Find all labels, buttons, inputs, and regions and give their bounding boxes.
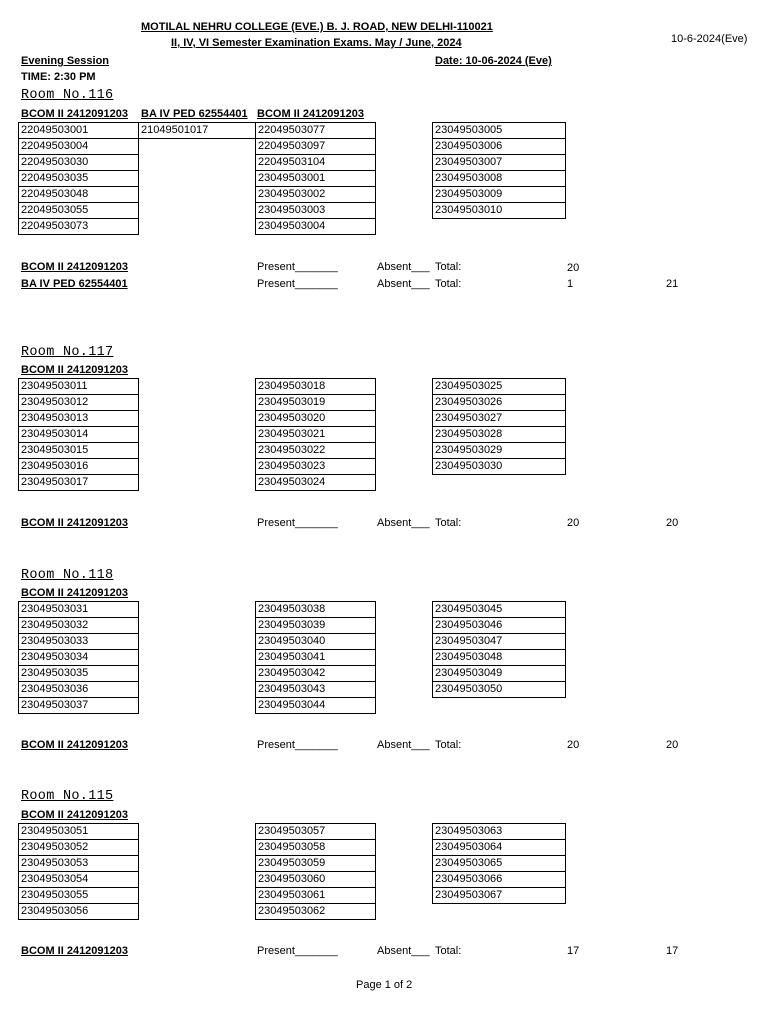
- roll-cell: 23049503017: [18, 474, 139, 491]
- roll-cell: 22049503048: [18, 186, 139, 203]
- total-label: Total:: [435, 945, 462, 957]
- course-header: BCOM II 2412091203: [21, 108, 129, 120]
- roll-cell: 23049503041: [255, 649, 376, 666]
- roll-cell: 23049503020: [255, 410, 376, 427]
- roll-cell: 23049503064: [432, 839, 566, 856]
- room-title: Room No.116: [21, 88, 114, 103]
- roll-cell: 23049503003: [255, 202, 376, 219]
- roll-cell: 23049503029: [432, 442, 566, 459]
- course-header: BCOM II 2412091203: [21, 587, 129, 599]
- roll-cell: 21049501017: [138, 122, 256, 139]
- roll-cell: 23049503062: [255, 903, 376, 920]
- grand-total: 20: [666, 739, 679, 751]
- course-header: BCOM II 2412091203: [257, 108, 365, 120]
- roll-cell: 23049503008: [432, 170, 566, 187]
- roll-cell: 23049503037: [18, 697, 139, 714]
- roll-cell: 23049503015: [18, 442, 139, 459]
- roll-column: [18, 378, 139, 491]
- roll-cell: 23049503001: [255, 170, 376, 187]
- summary-course: BCOM II 2412091203: [21, 261, 129, 273]
- roll-cell: 23049503050: [432, 681, 566, 698]
- roll-column: [255, 823, 376, 920]
- roll-cell: 22049503097: [255, 138, 376, 155]
- total-label: Total:: [435, 739, 462, 751]
- roll-cell: 23049503038: [255, 601, 376, 618]
- absent-field: Absent___: [377, 517, 430, 529]
- roll-cell: 23049503016: [18, 458, 139, 475]
- roll-cell: 23049503024: [255, 474, 376, 491]
- roll-column: [18, 122, 139, 235]
- roll-cell: 23049503028: [432, 426, 566, 443]
- roll-cell: 23049503039: [255, 617, 376, 634]
- roll-cell: 23049503063: [432, 823, 566, 840]
- roll-cell: 23049503032: [18, 617, 139, 634]
- summary-course: BCOM II 2412091203: [21, 517, 129, 529]
- roll-cell: 23049503045: [432, 601, 566, 618]
- roll-cell: 23049503057: [255, 823, 376, 840]
- roll-column: [18, 823, 139, 920]
- roll-cell: 23049503047: [432, 633, 566, 650]
- roll-cell: 23049503052: [18, 839, 139, 856]
- roll-cell: 23049503036: [18, 681, 139, 698]
- roll-column: [255, 378, 376, 491]
- roll-cell: 23049503042: [255, 665, 376, 682]
- total-value: 20: [567, 262, 580, 274]
- roll-cell: 23049503059: [255, 855, 376, 872]
- roll-cell: 23049503056: [18, 903, 139, 920]
- summary-course: BA IV PED 62554401: [21, 278, 128, 290]
- roll-cell: 22049503104: [255, 154, 376, 171]
- roll-cell: 23049503010: [432, 202, 566, 219]
- total-label: Total:: [435, 517, 462, 529]
- course-header: BCOM II 2412091203: [21, 364, 129, 376]
- page-number: Page 1 of 2: [356, 979, 413, 991]
- present-field: Present_______: [257, 261, 338, 273]
- roll-cell: 23049503046: [432, 617, 566, 634]
- roll-cell: 23049503021: [255, 426, 376, 443]
- room-title: Room No.115: [21, 789, 114, 804]
- roll-cell: 23049503054: [18, 871, 139, 888]
- roll-cell: 23049503065: [432, 855, 566, 872]
- total-value: 20: [567, 517, 580, 529]
- roll-column: [138, 122, 256, 139]
- roll-cell: 23049503044: [255, 697, 376, 714]
- present-field: Present_______: [257, 517, 338, 529]
- roll-cell: 23049503066: [432, 871, 566, 888]
- roll-cell: 22049503030: [18, 154, 139, 171]
- total-label: Total:: [435, 261, 462, 273]
- roll-cell: 23049503061: [255, 887, 376, 904]
- roll-column: [432, 378, 566, 475]
- total-value: 1: [567, 278, 574, 290]
- roll-column: [432, 122, 566, 219]
- roll-cell: 23049503005: [432, 122, 566, 139]
- roll-cell: 23049503051: [18, 823, 139, 840]
- roll-column: [432, 601, 566, 698]
- roll-cell: 23049503009: [432, 186, 566, 203]
- present-field: Present_______: [257, 278, 338, 290]
- grand-total: 17: [666, 945, 679, 957]
- roll-cell: 23049503022: [255, 442, 376, 459]
- roll-cell: 23049503013: [18, 410, 139, 427]
- roll-cell: 23049503006: [432, 138, 566, 155]
- roll-cell: 23049503034: [18, 649, 139, 666]
- room-title: Room No.117: [21, 345, 114, 360]
- roll-cell: 23049503007: [432, 154, 566, 171]
- exam-title: II, IV, VI Semester Examination Exams. May / June, 2024: [171, 37, 462, 49]
- summary-course: BCOM II 2412091203: [21, 945, 129, 957]
- roll-cell: 23049503027: [432, 410, 566, 427]
- grand-total: 21: [666, 278, 679, 290]
- roll-cell: 23049503067: [432, 887, 566, 904]
- summary-course: BCOM II 2412091203: [21, 739, 129, 751]
- roll-column: [255, 601, 376, 714]
- roll-cell: 23049503049: [432, 665, 566, 682]
- roll-cell: 23049503026: [432, 394, 566, 411]
- roll-cell: 23049503058: [255, 839, 376, 856]
- roll-cell: 23049503053: [18, 855, 139, 872]
- absent-field: Absent___: [377, 739, 430, 751]
- roll-cell: 22049503035: [18, 170, 139, 187]
- roll-cell: 23049503033: [18, 633, 139, 650]
- roll-cell: 23049503023: [255, 458, 376, 475]
- roll-cell: 23049503031: [18, 601, 139, 618]
- roll-cell: 23049503055: [18, 887, 139, 904]
- time-label: TIME: 2:30 PM: [21, 71, 96, 83]
- exam-date: Date: 10-06-2024 (Eve): [435, 55, 552, 67]
- course-header: BCOM II 2412091203: [21, 809, 129, 821]
- roll-cell: 23049503004: [255, 218, 376, 235]
- roll-cell: 22049503073: [18, 218, 139, 235]
- roll-cell: 22049503055: [18, 202, 139, 219]
- total-value: 20: [567, 739, 580, 751]
- roll-cell: 23049503019: [255, 394, 376, 411]
- roll-cell: 23049503060: [255, 871, 376, 888]
- session-label: Evening Session: [21, 55, 110, 67]
- roll-cell: 23049503018: [255, 378, 376, 395]
- roll-cell: 23049503030: [432, 458, 566, 475]
- roll-cell: 23049503011: [18, 378, 139, 395]
- course-header: BA IV PED 62554401: [141, 108, 248, 120]
- roll-cell: 22049503001: [18, 122, 139, 139]
- college-title: MOTILAL NEHRU COLLEGE (EVE.) B. J. ROAD, NEW DELHI-110021: [141, 21, 493, 33]
- absent-field: Absent___: [377, 278, 430, 290]
- roll-cell: 23049503035: [18, 665, 139, 682]
- roll-cell: 23049503014: [18, 426, 139, 443]
- roll-column: [432, 823, 566, 904]
- absent-field: Absent___: [377, 945, 430, 957]
- corner-date: 10-6-2024(Eve): [671, 33, 748, 45]
- roll-cell: 23049503012: [18, 394, 139, 411]
- room-title: Room No.118: [21, 568, 114, 583]
- roll-cell: 22049503077: [255, 122, 376, 139]
- roll-cell: 23049503043: [255, 681, 376, 698]
- roll-cell: 23049503040: [255, 633, 376, 650]
- total-label: Total:: [435, 278, 462, 290]
- roll-cell: 23049503002: [255, 186, 376, 203]
- roll-column: [18, 601, 139, 714]
- roll-cell: 23049503025: [432, 378, 566, 395]
- present-field: Present_______: [257, 945, 338, 957]
- roll-cell: 23049503048: [432, 649, 566, 666]
- roll-column: [255, 122, 376, 235]
- absent-field: Absent___: [377, 261, 430, 273]
- grand-total: 20: [666, 517, 679, 529]
- total-value: 17: [567, 945, 580, 957]
- present-field: Present_______: [257, 739, 338, 751]
- roll-cell: 22049503004: [18, 138, 139, 155]
